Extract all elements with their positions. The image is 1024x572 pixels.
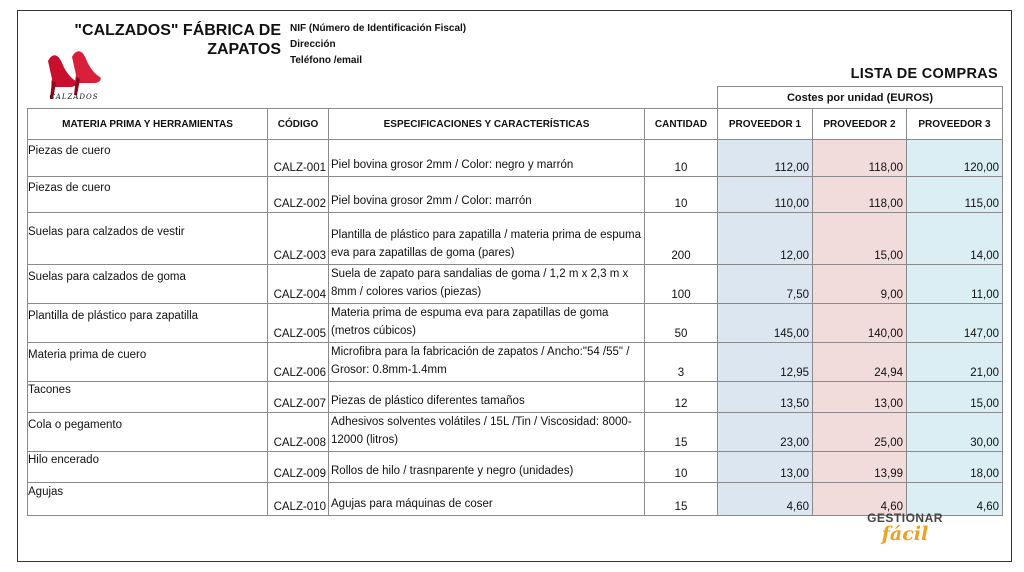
table-row <box>28 452 1003 483</box>
cell-proveedor3: 30,00 <box>907 413 1003 452</box>
cell-especificaciones: Microfibra para la fabricación de zapatos / Ancho:"54 /55" / Grosor: 0.8mm-1.4mm <box>329 343 645 382</box>
cell-cantidad: 15 <box>645 483 718 516</box>
cell-proveedor1: 23,00 <box>718 413 813 452</box>
cell-codigo: CALZ-003 <box>268 213 329 265</box>
cell-proveedor1: 12,95 <box>718 343 813 382</box>
cell-proveedor1: 7,50 <box>718 265 813 304</box>
purchase-table <box>27 86 1003 516</box>
cell-codigo: CALZ-010 <box>268 483 329 516</box>
cell-especificaciones: Plantilla de plástico para zapatilla / materia prima de espuma eva para zapatillas de goma (pares) <box>329 213 645 265</box>
cell-proveedor2: 140,00 <box>813 304 907 343</box>
cell-materia <box>28 382 268 413</box>
cell-materia <box>28 483 268 516</box>
cell-materia-text: Materia prima de cuero <box>28 349 147 361</box>
cell-codigo: CALZ-006 <box>268 343 329 382</box>
cell-proveedor2: 118,00 <box>813 177 907 213</box>
cell-cantidad: 200 <box>645 213 718 265</box>
cell-materia <box>28 177 268 213</box>
column-header-especificaciones: ESPECIFICACIONES Y CARACTERÍSTICAS <box>329 109 645 140</box>
cell-proveedor2: 24,94 <box>813 343 907 382</box>
cell-proveedor3: 147,00 <box>907 304 1003 343</box>
cell-materia-text: Piezas de cuero <box>28 181 111 194</box>
cell-cantidad: 15 <box>645 413 718 452</box>
cell-materia <box>28 213 268 265</box>
direccion-label: Dirección <box>290 39 336 50</box>
cell-proveedor1: 12,00 <box>718 213 813 265</box>
costes-header: Costes por unidad (EUROS) <box>718 87 1003 109</box>
cell-cantidad: 50 <box>645 304 718 343</box>
cell-cantidad: 12 <box>645 382 718 413</box>
page-title: LISTA DE COMPRAS <box>850 66 998 82</box>
cell-especificaciones: Suela de zapato para sandalias de goma / 1,2 m x 2,3 m x 8mm / colores varios (piezas) <box>329 265 645 304</box>
cell-especificaciones: Piel bovina grosor 2mm / Color: marrón <box>329 177 645 213</box>
cell-proveedor2: 15,00 <box>813 213 907 265</box>
column-header-row <box>28 109 1003 140</box>
company-info <box>290 21 466 69</box>
cell-cantidad: 10 <box>645 177 718 213</box>
cell-proveedor3: 11,00 <box>907 265 1003 304</box>
cell-especificaciones: Rollos de hilo / trasnparente y negro (unidades) <box>329 452 645 483</box>
column-header-proveedor3: PROVEEDOR 3 <box>907 109 1003 140</box>
cell-cantidad: 10 <box>645 140 718 177</box>
cell-cantidad: 3 <box>645 343 718 382</box>
cell-materia-text: Cola o pegamento <box>28 419 122 431</box>
cell-materia-text: Plantilla de plástico para zapatilla <box>28 310 199 322</box>
nif-label: NIF (Número de Identificación Fiscal) <box>290 23 467 34</box>
table-row <box>28 265 1003 304</box>
cell-materia-text: Suelas para calzados de goma <box>28 271 186 283</box>
cell-proveedor3: 18,00 <box>907 452 1003 483</box>
table-row <box>28 140 1003 177</box>
cell-especificaciones: Adhesivos solventes volátiles / 15L /Tin / Viscosidad: 8000-12000 (litros) <box>329 413 645 452</box>
cell-especificaciones: Materia prima de espuma eva para zapatillas de goma (metros cúbicos) <box>329 304 645 343</box>
brand-line2: fácil <box>881 523 929 545</box>
cell-proveedor2: 13,99 <box>813 452 907 483</box>
cell-codigo: CALZ-009 <box>268 452 329 483</box>
cell-proveedor1: 13,00 <box>718 452 813 483</box>
cell-proveedor1: 4,60 <box>718 483 813 516</box>
cell-materia-text: Suelas para calzados de vestir <box>28 225 185 238</box>
cell-proveedor1: 112,00 <box>718 140 813 177</box>
table-row <box>28 177 1003 213</box>
cell-codigo: CALZ-005 <box>268 304 329 343</box>
cell-proveedor2: 4,60 <box>813 483 907 516</box>
cell-codigo: CALZ-007 <box>268 382 329 413</box>
cell-proveedor1: 145,00 <box>718 304 813 343</box>
cell-proveedor2: 9,00 <box>813 265 907 304</box>
document-page <box>17 10 1012 562</box>
cell-materia <box>28 304 268 343</box>
gestionar-facil-logo <box>850 511 960 545</box>
table-row <box>28 382 1003 413</box>
cell-materia <box>28 452 268 483</box>
cell-materia <box>28 413 268 452</box>
company-name-line2: ZAPATOS <box>207 41 281 58</box>
cell-codigo: CALZ-002 <box>268 177 329 213</box>
cell-materia <box>28 343 268 382</box>
column-header-materia: MATERIA PRIMA Y HERRAMIENTAS <box>28 109 268 140</box>
column-header-codigo: CÓDIGO <box>268 109 329 140</box>
cell-especificaciones: Piezas de plástico diferentes tamaños <box>329 382 645 413</box>
cell-proveedor3: 115,00 <box>907 177 1003 213</box>
column-header-proveedor1: PROVEEDOR 1 <box>718 109 813 140</box>
cell-proveedor2: 118,00 <box>813 140 907 177</box>
cell-codigo: CALZ-008 <box>268 413 329 452</box>
cell-codigo: CALZ-004 <box>268 265 329 304</box>
cell-proveedor3: 21,00 <box>907 343 1003 382</box>
table-body <box>28 140 1003 516</box>
column-header-cantidad: CANTIDAD <box>645 109 718 140</box>
cell-codigo: CALZ-001 <box>268 140 329 177</box>
table-row <box>28 304 1003 343</box>
company-name-line1: "CALZADOS" FÁBRICA DE <box>74 22 281 39</box>
cell-materia-text: Tacones <box>28 384 71 396</box>
cell-cantidad: 100 <box>645 265 718 304</box>
logo-text: CALZADOS <box>49 93 99 101</box>
cell-proveedor3: 14,00 <box>907 213 1003 265</box>
cell-proveedor2: 25,00 <box>813 413 907 452</box>
cell-proveedor2: 13,00 <box>813 382 907 413</box>
table-row <box>28 213 1003 265</box>
cell-proveedor3: 4,60 <box>907 483 1003 516</box>
table-row <box>28 343 1003 382</box>
table-row <box>28 413 1003 452</box>
brand-line1: GESTIONAR <box>867 511 943 525</box>
cell-proveedor1: 13,50 <box>718 382 813 413</box>
cell-cantidad: 10 <box>645 452 718 483</box>
cell-proveedor3: 120,00 <box>907 140 1003 177</box>
cell-materia <box>28 265 268 304</box>
cell-materia-text: Agujas <box>28 486 64 498</box>
telefono-label: Teléfono /email <box>290 55 363 66</box>
cell-proveedor1: 110,00 <box>718 177 813 213</box>
cell-materia <box>28 140 268 177</box>
cell-proveedor3: 15,00 <box>907 382 1003 413</box>
cell-especificaciones: Agujas para máquinas de coser <box>329 483 645 516</box>
column-header-proveedor2: PROVEEDOR 2 <box>813 109 907 140</box>
cell-materia-text: Hilo encerado <box>28 454 99 466</box>
cell-materia-text: Piezas de cuero <box>28 145 111 157</box>
cell-especificaciones: Piel bovina grosor 2mm / Color: negro y marrón <box>329 140 645 177</box>
